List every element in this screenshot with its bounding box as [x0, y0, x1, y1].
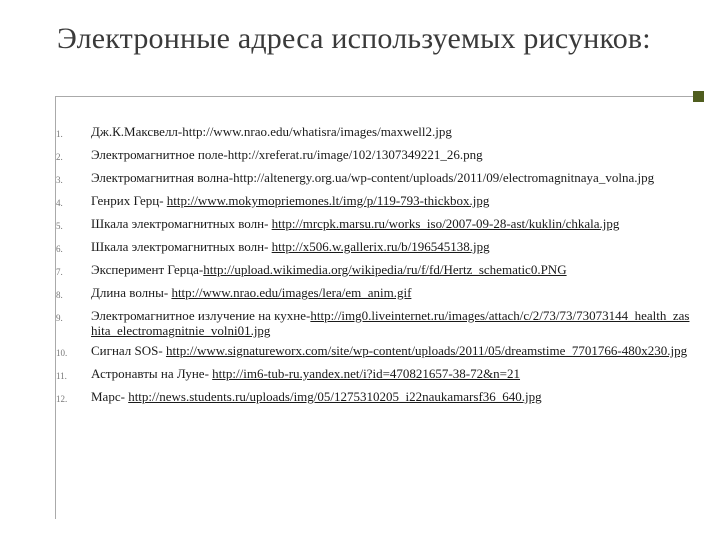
- reference-text: [91, 124, 695, 142]
- reference-label: Марс-: [91, 389, 129, 404]
- reference-text: [91, 239, 695, 257]
- reference-item: [55, 343, 695, 361]
- reference-label: Длина волны-: [91, 285, 172, 300]
- reference-number: 6.: [56, 244, 63, 254]
- reference-number: 4.: [56, 198, 63, 208]
- slide-title: Электронные адреса используемых рисунков:: [57, 22, 651, 55]
- reference-label: Электромагнитное излучение на кухне-: [91, 308, 311, 323]
- reference-label: Шкала электромагнитных волн-: [91, 216, 272, 231]
- reference-label: Электромагнитная волна-http://altenergy.org.ua/wp-content/uploads/2011/09/electromagnitnaya_volna.jpg: [91, 170, 655, 185]
- reference-number: 12.: [56, 394, 68, 404]
- reference-item: [55, 147, 695, 165]
- reference-item: [55, 193, 695, 211]
- reference-item: [55, 389, 695, 407]
- reference-link[interactable]: http://www.signatureworx.com/site/wp-content/uploads/2011/05/dreamstime_7701766-480x230.jpg: [165, 343, 688, 358]
- reference-text: [91, 170, 695, 188]
- reference-text: [91, 147, 695, 165]
- reference-item: [55, 285, 695, 303]
- reference-link[interactable]: http://www.mokymopriemones.lt/img/p/119-793-thickbox.jpg: [166, 193, 490, 208]
- reference-label: Сигнал SOS-: [91, 343, 166, 358]
- reference-number: 1.: [56, 129, 63, 139]
- reference-label: Дж.К.Максвелл-http://www.nrao.edu/whatisra/images/maxwell2.jpg: [91, 124, 452, 139]
- reference-text: [91, 285, 695, 303]
- reference-label: Генрих Герц-: [91, 193, 167, 208]
- reference-item: [55, 124, 695, 142]
- reference-text: [91, 389, 695, 407]
- reference-link[interactable]: http://img0.liveinternet.ru/images/attach/c/2/73/73/73073144_health_zashita_electromagnitnie_volni01.jpg: [91, 308, 690, 338]
- reference-number: 2.: [56, 152, 63, 162]
- reference-text: [91, 366, 695, 384]
- reference-number: 5.: [56, 221, 63, 231]
- reference-list: [55, 124, 695, 412]
- reference-label: Эксперимент Герца-: [91, 262, 204, 277]
- reference-item: [55, 262, 695, 280]
- reference-text: [91, 193, 695, 211]
- reference-link[interactable]: http://mrcpk.marsu.ru/works_iso/2007-09-28-ast/kuklin/chkala.jpg: [271, 216, 620, 231]
- reference-number: 9.: [56, 313, 63, 323]
- reference-text: [91, 343, 695, 361]
- reference-label: Астронавты на Луне-: [91, 366, 213, 381]
- reference-item: [55, 216, 695, 234]
- reference-link[interactable]: http://x506.w.gallerix.ru/b/196545138.jpg: [271, 239, 490, 254]
- reference-text: [91, 262, 695, 280]
- reference-item: [55, 239, 695, 257]
- reference-label: Электромагнитное поле-http://xreferat.ru/image/102/1307349221_26.png: [91, 147, 483, 162]
- reference-link[interactable]: http://news.students.ru/uploads/img/05/1275310205_i22naukamarsf36_640.jpg: [128, 389, 542, 404]
- reference-number: 3.: [56, 175, 63, 185]
- accent-square: [693, 91, 704, 102]
- reference-link[interactable]: http://www.nrao.edu/images/lera/em_anim.gif: [171, 285, 412, 300]
- reference-number: 10.: [56, 348, 68, 358]
- reference-item: [55, 170, 695, 188]
- reference-number: 8.: [56, 290, 63, 300]
- title-divider: [55, 96, 693, 97]
- reference-item: [55, 308, 695, 338]
- reference-number: 7.: [56, 267, 63, 277]
- reference-link[interactable]: http://upload.wikimedia.org/wikipedia/ru/f/fd/Hertz_schematic0.PNG: [203, 262, 567, 277]
- reference-text: [91, 216, 695, 234]
- reference-text: [91, 308, 695, 338]
- reference-number: 11.: [56, 371, 67, 381]
- reference-item: [55, 366, 695, 384]
- reference-label: Шкала электромагнитных волн-: [91, 239, 272, 254]
- reference-link[interactable]: http://im6-tub-ru.yandex.net/i?id=470821657-38-72&n=21: [212, 366, 521, 381]
